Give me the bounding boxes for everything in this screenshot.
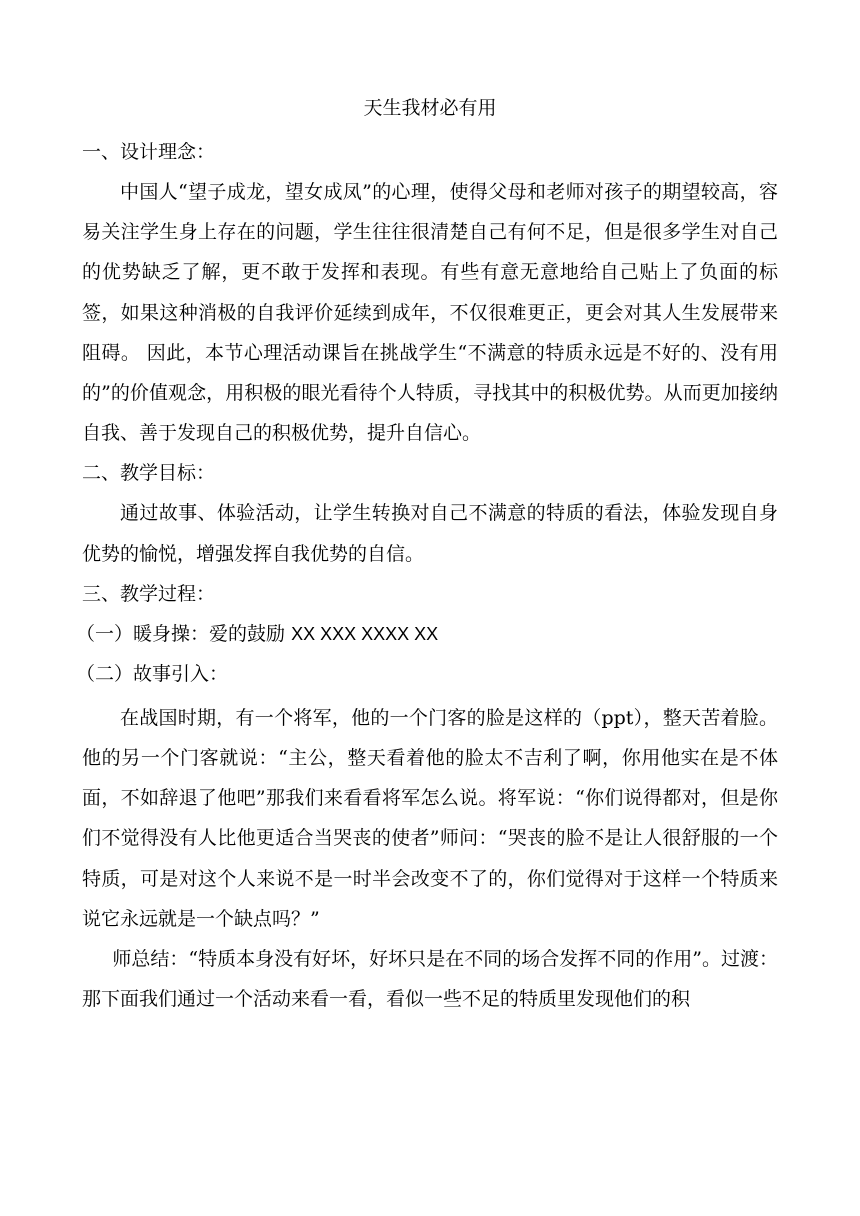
document-title: 天生我材必有用	[363, 97, 497, 119]
section2-body: 通过故事、体验活动，让学生转换对自己不满意的特质的看法，体验发现自身优势的愉悦，增强发挥自我优势的自信。	[82, 502, 778, 565]
step1-label: （一）暖身操：爱的鼓励	[76, 622, 286, 645]
section1-heading: 一、设计理念：	[82, 141, 216, 163]
step2-label: （二）故事引入：	[76, 662, 229, 685]
section1-body: 中国人“望子成龙，望女成凤”的心理，使得父母和老师对孩子的期望较高，容易关注学生身上存在的问题，学生往往很清楚自己有何不足，但是很多学生对自己的优势缺乏了解，更不敢于发挥和表现。有些有意无意地给自己贴上了负面的标签，如果这种消极的自我评价延续到成年，不仅很难更正，更会对其人生发展带来阻碍。 因此，本节心理活动课旨在挑战学生“不满意的特质永远是不好的、没有用的”的价值观念，用积极的眼光看待个人特质，寻找其中的积极优势。从而更加接纳自我、善于发现自己的积极优势，提升自信心。	[82, 181, 778, 445]
summary-paragraph: 师总结：“特质本身没有好坏，好坏只是在不同的场合发挥不同的作用”。过渡：那下面我们通过一个活动来看一看，看似一些不足的特质里发现他们的积	[82, 948, 778, 1011]
section2-heading: 二、教学目标：	[82, 462, 216, 485]
story-paragraph: 在战国时期，有一个将军，他的一个门客的脸是这样的（ppt），整天苦着脸。他的另一个门客就说：“主公，整天看着他的脸太不吉利了啊，你用他实在是不体面，不如辞退了他吧”那我们来看看将军怎么说。将军说：“你们说得都对，但是你们不觉得没有人比他更适合当哭丧的使者”师问：“哭丧的脸不是让人很舒服的一个特质，可是对这个人来说不是一时半会改变不了的，你们觉得对于这样一个特质来说它永远就是一个缺点吗？”	[82, 706, 778, 930]
document-page	[76, 92, 778, 1019]
step1-line	[76, 614, 778, 654]
section3-heading: 三、教学过程：	[82, 582, 216, 605]
step1-rhythm: XX XXX XXXX XX	[291, 623, 439, 644]
